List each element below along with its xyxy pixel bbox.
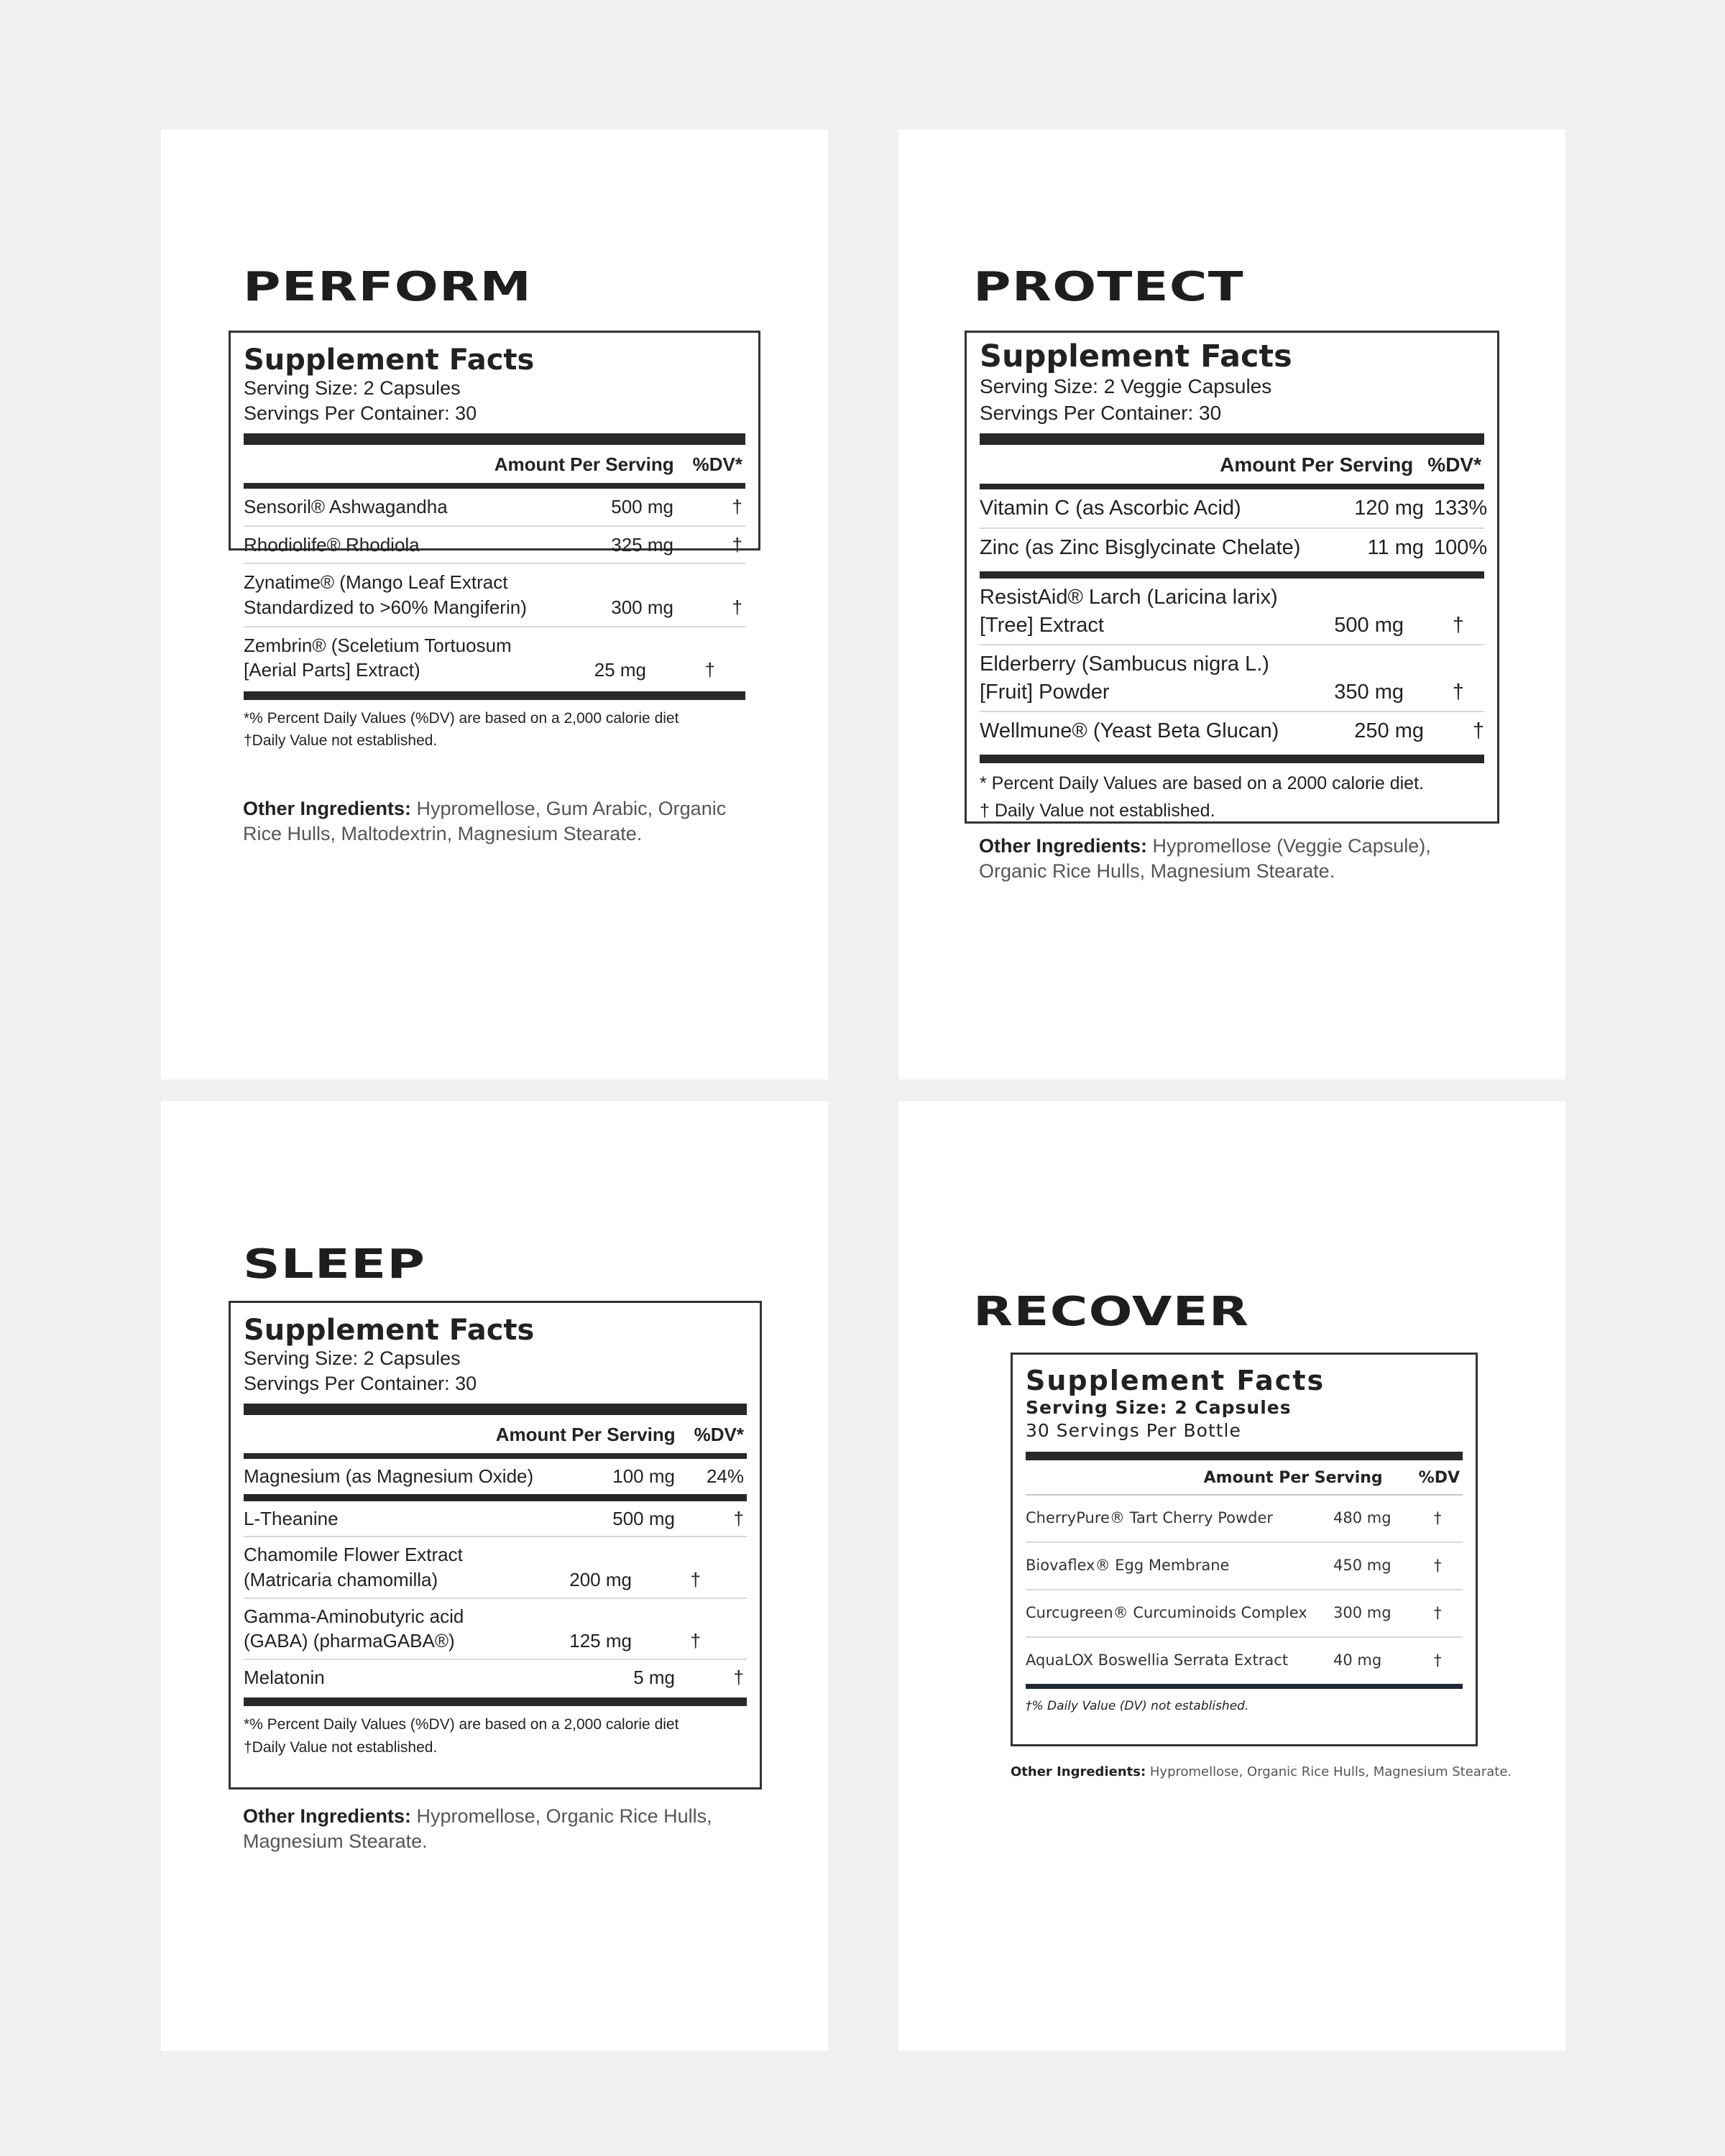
ingredient-name: AquaLOX Boswellia Serrata Extract: [1026, 1651, 1289, 1669]
other-ingredients-text: Hypromellose, Organic Rice Hulls, Magnesium Stearate.: [1149, 1764, 1512, 1779]
divider: [244, 1697, 747, 1706]
ingredient-amount: 350 mg: [1334, 680, 1404, 704]
ingredient-name: L-Theanine: [244, 1507, 339, 1529]
ingredient-dv: †: [733, 1507, 744, 1529]
ingredient-amount: 450 mg: [1333, 1556, 1392, 1574]
ingredient-amount: 25 mg: [594, 659, 646, 681]
footnote: *% Percent Daily Values (%DV) are based on a 2,000 calorie diet: [244, 709, 679, 727]
ingredient-amount: 500 mg: [1334, 613, 1404, 637]
footnote: †% Daily Value (DV) not established.: [1026, 1698, 1249, 1713]
ingredient-amount: 40 mg: [1333, 1651, 1382, 1669]
ingredient-name: Magnesium (as Magnesium Oxide): [244, 1465, 534, 1488]
divider: [980, 755, 1484, 763]
ingredient-dv: †: [1452, 613, 1464, 637]
header-amount: Amount Per Serving: [495, 1424, 676, 1446]
divider: [980, 484, 1484, 489]
table-row: [980, 579, 1484, 644]
ingredient-name: Rhodiolife® Rhodiola: [244, 533, 420, 556]
column-header: [1026, 1460, 1463, 1494]
header-amount: Amount Per Serving: [1203, 1468, 1383, 1487]
table-row: [1026, 1543, 1463, 1589]
ingredient-dv: †: [1434, 1603, 1442, 1621]
table-row: [244, 1537, 747, 1597]
header-dv: %DV: [1418, 1468, 1460, 1487]
ingredient-amount: 100 mg: [612, 1465, 675, 1488]
column-header: [244, 445, 745, 483]
serving-size: Serving Size: 2 Capsules: [244, 377, 461, 399]
other-ingredients-label: Other Ingredients:: [979, 835, 1148, 857]
divider: [244, 691, 745, 700]
ingredient-amount: 300 mg: [611, 596, 673, 618]
ingredient-name: Sensoril® Ashwagandha: [244, 496, 448, 518]
perform-title: PERFORM: [243, 264, 533, 310]
divider: [244, 1453, 747, 1459]
servings-per-container: Servings Per Container: 30: [244, 1373, 477, 1395]
table-row: [1026, 1496, 1463, 1542]
other-ingredients-text: Hypromellose, Gum Arabic, Organic Rice Hulls, Maltodextrin, Magnesium Stearate.: [243, 798, 727, 845]
table-row: [244, 564, 745, 625]
protect-supplement-facts: [965, 331, 1499, 824]
ingredient-name: Vitamin C (as Ascorbic Acid): [980, 497, 1241, 520]
ingredient-dv: †: [732, 496, 742, 518]
ingredient-name: ResistAid® Larch (Laricina larix) [Tree] Extract: [980, 586, 1278, 637]
other-ingredients-label: Other Ingredients:: [243, 798, 412, 819]
sf-title: Supplement Facts: [980, 338, 1292, 374]
other-ingredients-label: Other Ingredients:: [243, 1805, 412, 1827]
other-ingredients: [1011, 1764, 1514, 1780]
header-dv: %DV*: [694, 1424, 744, 1446]
ingredient-dv: †: [1434, 1508, 1442, 1526]
ingredient-dv: †: [690, 1630, 701, 1652]
recover-card: [898, 1101, 1565, 2051]
serving-size: Serving Size: 2 Veggie Capsules: [980, 375, 1272, 398]
table-row: [1026, 1590, 1463, 1636]
serving-size: Serving Size: 2 Capsules: [244, 1348, 461, 1369]
ingredient-amount: 300 mg: [1333, 1603, 1392, 1621]
ingredient-dv: †: [732, 533, 742, 556]
divider: [244, 1494, 747, 1501]
other-ingredients-label: Other Ingredients:: [1011, 1764, 1146, 1779]
table-row: [980, 489, 1488, 528]
ingredient-amount: 5 mg: [633, 1666, 675, 1688]
sleep-title: SLEEP: [243, 1241, 426, 1288]
protect-title: PROTECT: [973, 264, 1244, 310]
ingredient-amount: 250 mg: [1354, 719, 1424, 743]
ingredient-amount: 325 mg: [611, 533, 673, 556]
other-ingredients-text: Hypromellose, Organic Rice Hulls, Magnesium Stearate.: [243, 1805, 712, 1853]
sleep-card: [161, 1101, 828, 2051]
sleep-supplement-facts: [229, 1301, 762, 1789]
perform-card: [161, 129, 828, 1079]
ingredient-dv: 100%: [1434, 535, 1488, 559]
footnote: †Daily Value not established.: [244, 732, 438, 750]
footnote: *% Percent Daily Values (%DV) are based on a 2,000 calorie diet: [244, 1716, 679, 1733]
perform-supplement-facts: [229, 331, 760, 750]
recover-title: RECOVER: [973, 1289, 1250, 1335]
divider: [244, 433, 745, 445]
header-amount: Amount Per Serving: [494, 453, 674, 476]
table-row: [244, 489, 745, 525]
table-row: [244, 1599, 747, 1659]
ingredient-dv: †: [704, 659, 715, 681]
table-row: [244, 1459, 747, 1494]
ingredient-amount: 500 mg: [612, 1507, 675, 1529]
ingredient-dv: †: [733, 1666, 744, 1688]
ingredient-dv: 24%: [706, 1465, 744, 1488]
ingredient-dv: †: [1452, 680, 1464, 704]
protect-card: [898, 129, 1565, 1079]
ingredient-name: Biovaflex® Egg Membrane: [1026, 1556, 1230, 1574]
ingredient-amount: 11 mg: [1367, 535, 1424, 559]
table-row: [244, 527, 745, 563]
other-ingredients: [979, 834, 1496, 884]
table-row: [244, 1660, 747, 1695]
sf-title: Supplement Facts: [244, 344, 535, 377]
sf-title: Supplement Facts: [1026, 1365, 1325, 1396]
ingredient-name: Chamomile Flower Extract (Matricaria chamomilla): [244, 1544, 463, 1590]
ingredient-amount: 480 mg: [1333, 1508, 1392, 1526]
column-header: [244, 1415, 747, 1453]
ingredient-name: Elderberry (Sambucus nigra L.) [Fruit] Powder: [980, 653, 1269, 704]
divider: [244, 1404, 747, 1415]
divider: [980, 433, 1484, 445]
divider: [1026, 1684, 1463, 1689]
ingredient-name: Curcugreen® Curcuminoids Complex: [1026, 1603, 1307, 1621]
other-ingredients: [243, 796, 760, 847]
table-row: [244, 627, 745, 688]
ingredient-name: Zynatime® (Mango Leaf Extract Standardized to >60% Mangiferin): [244, 571, 527, 618]
ingredient-dv: 133%: [1434, 497, 1488, 520]
header-dv: %DV*: [1427, 453, 1481, 476]
ingredient-name: Gamma-Aminobutyric acid (GABA) (pharmaGABA®): [244, 1605, 464, 1652]
ingredient-dv: †: [732, 596, 742, 618]
ingredient-name: Zinc (as Zinc Bisglycinate Chelate): [980, 535, 1301, 559]
divider: [244, 483, 745, 489]
divider: [980, 571, 1484, 579]
ingredient-name: Zembrin® (Sceletium Tortuosum [Aerial Parts] Extract): [244, 634, 512, 681]
ingredient-dv: †: [1434, 1556, 1442, 1574]
other-ingredients: [243, 1804, 760, 1854]
ingredient-amount: 200 mg: [569, 1568, 632, 1590]
ingredient-name: CherryPure® Tart Cherry Powder: [1026, 1508, 1274, 1526]
ingredient-amount: 125 mg: [569, 1630, 632, 1652]
ingredient-name: Melatonin: [244, 1666, 325, 1688]
footnote: * Percent Daily Values are based on a 2000 calorie diet.: [980, 773, 1424, 794]
servings-per-container: Servings Per Container: 30: [980, 401, 1222, 424]
table-row: [244, 1501, 747, 1537]
ingredient-dv: †: [1434, 1651, 1442, 1669]
recover-supplement-facts: [1011, 1353, 1478, 1746]
serving-size: Serving Size: 2 Capsules: [1026, 1396, 1292, 1418]
ingredient-amount: 500 mg: [611, 496, 673, 518]
servings-per-bottle: 30 Servings Per Bottle: [1026, 1420, 1241, 1442]
ingredient-dv: †: [1472, 719, 1484, 743]
footnote: †Daily Value not established.: [244, 1738, 438, 1756]
ingredient-name: Wellmune® (Yeast Beta Glucan): [980, 719, 1279, 743]
table-row: [980, 645, 1484, 711]
sf-title: Supplement Facts: [244, 1314, 535, 1347]
ingredient-dv: †: [690, 1568, 701, 1590]
other-ingredients-text: Hypromellose (Veggie Capsule), Organic Rice Hulls, Magnesium Stearate.: [979, 835, 1431, 883]
servings-per-container: Servings Per Container: 30: [244, 402, 477, 425]
table-row: [980, 712, 1484, 750]
table-row: [980, 529, 1488, 572]
divider: [1026, 1452, 1463, 1460]
footnote: † Daily Value not established.: [980, 800, 1215, 821]
header-dv: %DV*: [692, 453, 742, 476]
table-row: [1026, 1638, 1463, 1684]
ingredient-amount: 120 mg: [1354, 497, 1424, 520]
header-amount: Amount Per Serving: [1220, 453, 1414, 476]
column-header: [980, 445, 1484, 484]
